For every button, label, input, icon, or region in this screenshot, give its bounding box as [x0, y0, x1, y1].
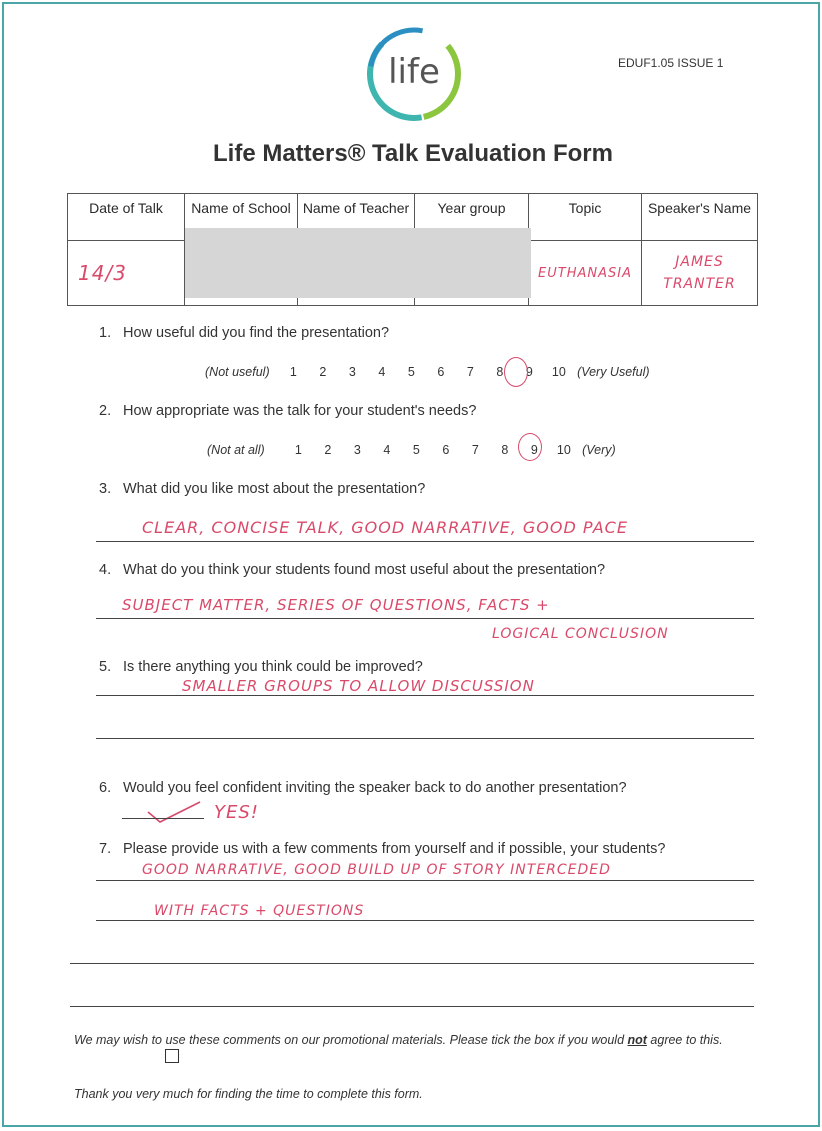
question-2-number: 2. — [99, 403, 112, 419]
question-2-scale — [207, 443, 616, 457]
question-7-text: Please provide us with a few comments from yourself and if possible, your students? — [123, 841, 666, 857]
q1-low-label: (Not useful) — [205, 365, 270, 379]
header-school: Name of School — [185, 194, 298, 241]
question-5-answer[interactable]: SMALLER GROUPS TO ALLOW DISCUSSION — [182, 677, 535, 695]
question-6-number: 6. — [99, 780, 112, 796]
q2-scale-option-7[interactable]: 7 — [471, 443, 479, 457]
question-4-answer-line-1[interactable]: SUBJECT MATTER, SERIES OF QUESTIONS, FACTS + — [122, 596, 550, 614]
answer-line — [96, 880, 754, 881]
thank-you-note: Thank you very much for finding the time to complete this form. — [74, 1087, 423, 1101]
header-speaker: Speaker's Name — [642, 194, 758, 241]
tick-mark-icon — [144, 800, 204, 824]
form-code: EDUF1.05 ISSUE 1 — [618, 56, 724, 70]
answer-line — [96, 738, 754, 739]
q2-high-label: (Very) — [582, 443, 616, 457]
q2-scale-option-4[interactable]: 4 — [383, 443, 391, 457]
question-1-number: 1. — [99, 325, 112, 341]
q2-scale-option-3[interactable]: 3 — [353, 443, 361, 457]
q1-selection-circle — [504, 357, 528, 387]
header-topic: Topic — [529, 194, 642, 241]
question-7 — [99, 841, 665, 857]
question-1-text: How useful did you find the presentation? — [123, 325, 390, 341]
question-2 — [99, 403, 476, 419]
q2-selection-circle — [518, 433, 542, 461]
answer-line-short — [122, 818, 204, 819]
q1-scale-option-5[interactable]: 5 — [407, 365, 415, 379]
not-agree-checkbox[interactable] — [165, 1049, 179, 1063]
question-6-answer[interactable]: YES! — [214, 802, 260, 823]
q1-scale-option-1[interactable]: 1 — [289, 365, 297, 379]
value-topic[interactable]: EUTHANASIA — [529, 241, 642, 306]
question-5 — [99, 659, 423, 675]
q2-scale-option-10[interactable]: 10 — [556, 443, 571, 457]
redaction-block — [185, 228, 531, 298]
header-year-group: Year group — [415, 194, 529, 241]
answer-line — [96, 920, 754, 921]
value-speaker[interactable]: JAMES TRANTER — [642, 241, 758, 306]
question-4-text: What do you think your students found most useful about the presentation? — [123, 562, 606, 578]
answer-line — [96, 541, 754, 542]
question-4-answer-line-2[interactable]: LOGICAL CONCLUSION — [492, 626, 669, 642]
question-7-answer-line-2[interactable]: WITH FACTS + QUESTIONS — [154, 903, 365, 919]
q2-scale-option-2[interactable]: 2 — [324, 443, 332, 457]
q1-scale-option-9[interactable]: 9 — [525, 365, 533, 379]
q1-scale-option-10[interactable]: 10 — [551, 365, 566, 379]
consent-note: We may wish to use these comments on our promotional materials. Please tick the box if you would not agree to this. — [74, 1033, 723, 1047]
q1-scale-option-8[interactable]: 8 — [496, 365, 504, 379]
question-3-text: What did you like most about the presentation? — [123, 481, 426, 497]
q1-scale-option-2[interactable]: 2 — [319, 365, 327, 379]
answer-line — [70, 963, 754, 964]
answer-line — [96, 695, 754, 696]
q2-scale-option-5[interactable]: 5 — [412, 443, 420, 457]
q1-scale-option-7[interactable]: 7 — [466, 365, 474, 379]
q2-scale-option-8[interactable]: 8 — [501, 443, 509, 457]
question-2-text: How appropriate was the talk for your student's needs? — [123, 403, 477, 419]
question-1-scale — [205, 365, 650, 379]
header-date: Date of Talk — [68, 194, 185, 241]
form-title: Life Matters® Talk Evaluation Form — [213, 140, 613, 167]
answer-line — [70, 1006, 754, 1007]
question-3-answer[interactable]: CLEAR, CONCISE TALK, GOOD NARRATIVE, GOOD PACE — [142, 518, 628, 537]
q1-high-label: (Very Useful) — [577, 365, 650, 379]
q2-low-label: (Not at all) — [207, 443, 265, 457]
question-5-text: Is there anything you think could be improved? — [123, 659, 423, 675]
question-7-number: 7. — [99, 841, 112, 857]
question-3 — [99, 481, 425, 497]
question-4-number: 4. — [99, 562, 112, 578]
q2-scale-option-1[interactable]: 1 — [294, 443, 302, 457]
q2-scale-option-9[interactable]: 9 — [530, 443, 538, 457]
q2-scale-option-6[interactable]: 6 — [442, 443, 450, 457]
q1-scale-option-4[interactable]: 4 — [378, 365, 386, 379]
q1-scale-option-6[interactable]: 6 — [437, 365, 445, 379]
q1-scale-option-3[interactable]: 3 — [348, 365, 356, 379]
logo-text: life — [388, 52, 440, 92]
evaluation-form-page — [2, 2, 820, 1127]
life-logo — [364, 24, 464, 124]
question-4 — [99, 562, 605, 578]
question-5-number: 5. — [99, 659, 112, 675]
question-7-answer-line-1[interactable]: GOOD NARRATIVE, GOOD BUILD UP OF STORY INTERCEDED — [142, 862, 611, 878]
question-6 — [99, 780, 627, 796]
header-teacher: Name of Teacher — [298, 194, 415, 241]
question-1 — [99, 325, 389, 341]
question-6-text: Would you feel confident inviting the speaker back to do another presentation? — [123, 780, 627, 796]
answer-line — [96, 618, 754, 619]
question-3-number: 3. — [99, 481, 112, 497]
value-date[interactable]: 14/3 — [68, 241, 185, 306]
